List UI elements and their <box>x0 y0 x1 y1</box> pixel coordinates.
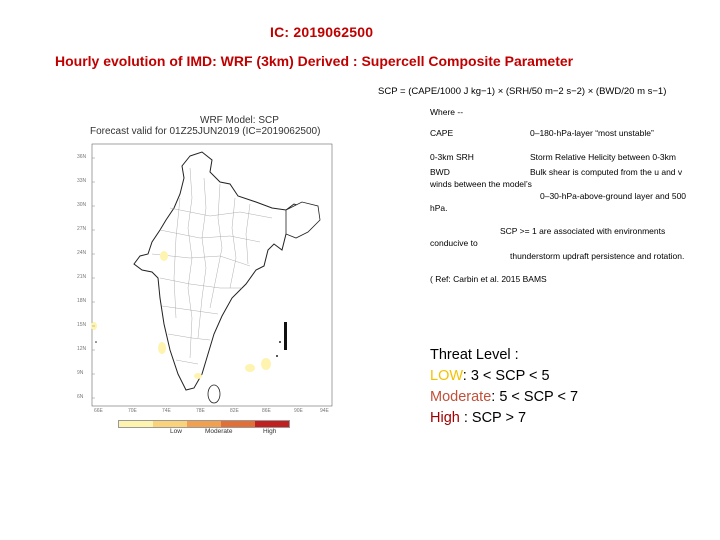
legend-swatch-high <box>255 421 289 427</box>
threat-low-rule: : 3 < SCP < 5 <box>462 368 550 384</box>
lat-label: 30N <box>77 202 87 208</box>
cape-term: CAPE <box>430 128 454 138</box>
india-outline <box>134 152 312 390</box>
threat-high <box>430 408 578 429</box>
scp-note-2: conducive to <box>430 238 478 248</box>
lon-label: 78E <box>196 408 205 414</box>
bwd-term: BWD <box>430 167 450 177</box>
threat-low <box>430 366 578 387</box>
threat-moderate-rule: : 5 < SCP < 7 <box>491 389 579 405</box>
bwd-definition-4: hPa. <box>430 203 448 213</box>
threat-moderate-label: Moderate <box>430 389 492 405</box>
scp-low-patch-3 <box>245 364 255 372</box>
threat-levels <box>430 345 578 429</box>
scp-note-3: thunderstorm updraft persistence and rotation. <box>510 251 685 261</box>
bwd-definition-3: 0–30-hPa-above-ground layer and 500 <box>540 191 687 201</box>
legend-swatch-low-mid <box>153 421 187 427</box>
scp-low-patch-1 <box>160 251 168 261</box>
lat-label: 33N <box>77 178 87 184</box>
sri-lanka <box>208 385 220 403</box>
reference: ( Ref: Carbin et al. 2015 BAMS <box>430 274 547 284</box>
lat-label: 9N <box>77 370 84 376</box>
scp-low-patch-6 <box>194 373 202 379</box>
page-title: Hourly evolution of IMD: WRF (3km) Derived : Supercell Composite Parameter <box>55 53 574 69</box>
scp-formula: SCP = (CAPE/1000 J kg−1) × (SRH/50 m−2 s−2) × (BWD/20 m s−1) <box>378 86 667 97</box>
srh-definition: Storm Relative Helicity between 0-3km <box>530 152 676 162</box>
india-map <box>80 138 340 438</box>
ic-label: IC: 2019062500 <box>270 24 374 40</box>
legend-high-label: High <box>263 428 277 435</box>
lon-label: 90E <box>294 408 303 414</box>
island-dot-2 <box>279 341 281 343</box>
scp-note-1: SCP >= 1 are associated with environments <box>500 226 666 236</box>
lat-label: 6N <box>77 394 84 400</box>
lon-label: 82E <box>230 408 239 414</box>
threat-heading: Threat Level : <box>430 347 519 363</box>
lon-label: 74E <box>162 408 171 414</box>
lat-label: 24N <box>77 250 87 256</box>
lat-label: 27N <box>77 226 87 232</box>
bwd-definition-1: Bulk shear is computed from the u and v <box>530 167 683 177</box>
island-dot-3 <box>95 341 97 343</box>
lon-label: 94E <box>320 408 329 414</box>
map-title: WRF Model: SCP <box>200 115 279 126</box>
srh-term: 0-3km SRH <box>430 152 474 162</box>
scp-low-patch-2 <box>158 342 166 354</box>
lat-label: 15N <box>77 322 87 328</box>
threat-high-rule: : SCP > 7 <box>459 410 527 426</box>
legend-low-label: Low <box>170 428 182 435</box>
map-ticks <box>92 158 95 398</box>
island-dot-1 <box>276 355 278 357</box>
legend-swatch-moderate <box>187 421 221 427</box>
andaman-islands <box>284 322 287 350</box>
lon-label: 70E <box>128 408 137 414</box>
lon-label: 86E <box>262 408 271 414</box>
lon-label: 66E <box>94 408 103 414</box>
lat-label: 21N <box>77 274 87 280</box>
lat-label: 36N <box>77 154 87 160</box>
bwd-definition-2: winds between the model’s <box>430 179 532 189</box>
northeast-region <box>286 202 320 238</box>
lat-label: 12N <box>77 346 87 352</box>
threat-high-label: High <box>430 410 460 426</box>
threat-moderate <box>430 387 578 408</box>
legend-moderate-label: Moderate <box>205 428 233 435</box>
map-forecast: Forecast valid for 01Z25JUN2019 (IC=2019062500) <box>90 126 321 137</box>
cape-definition: 0–180-hPa-layer “most unstable” <box>530 128 654 138</box>
lat-label: 18N <box>77 298 87 304</box>
legend-swatch-moderate-high <box>221 421 255 427</box>
where-label: Where -- <box>430 107 464 117</box>
legend-bar <box>118 420 290 428</box>
scp-low-patch-4 <box>261 358 271 370</box>
threat-low-label: LOW <box>430 368 463 384</box>
legend-swatch-low <box>119 421 153 427</box>
